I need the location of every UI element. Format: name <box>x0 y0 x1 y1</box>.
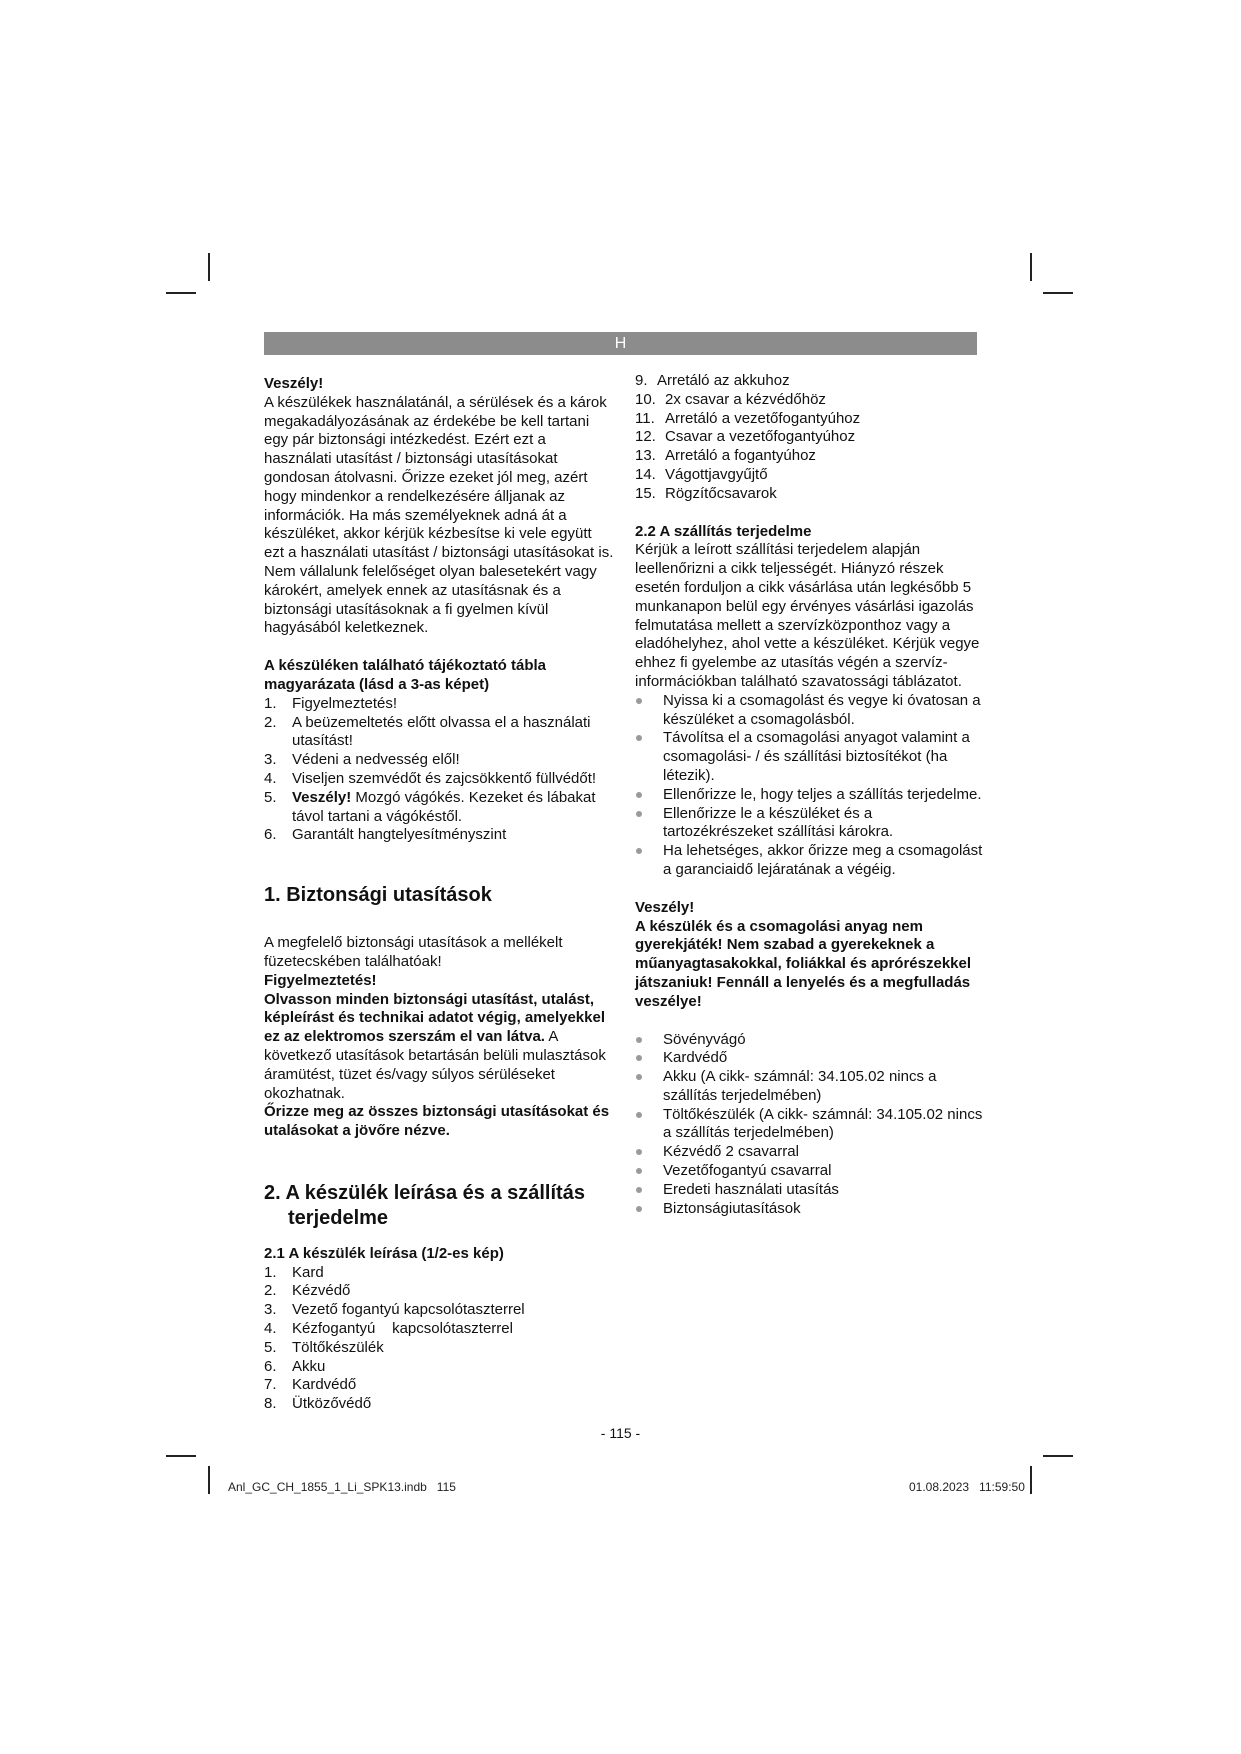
list-item: Kardvédő <box>635 1049 985 1068</box>
sign-title: A készüléken található tájékoztató tábla magyarázata (lásd a 3-as képet) <box>264 657 547 693</box>
subsection-2-2-title: 2.2 A szállítás terjedelme <box>635 522 812 540</box>
list-item: Sövényvágó <box>635 1031 985 1050</box>
list-item: 14. Vágottjavgyűjtő <box>635 465 768 483</box>
crop-mark <box>208 253 210 281</box>
unpacking-steps <box>635 692 985 880</box>
list-item: 15. Rögzítőcsavarok <box>635 484 777 502</box>
list-item: 3. Védeni a nedvesség elől! <box>264 751 460 769</box>
danger-2-title: Veszély! <box>635 898 695 916</box>
list-item: 1. Kard <box>264 1263 324 1281</box>
danger-text: A készülékek használatánál, a sérülések és a károk megakadályozásának az érdekébe be kell tartani egy pár biztonsági intézkedést. Ezért ezt a használati utasítást / biztonsági utasításokat gondosan átolvasni. Őrizze ezeket jól meg, azért hogy mindenkor a rendelkezésére álljanak az információk. Ha más személyeknek adná át a készüléket, akkor kérjük kézbesítse ki vele együtt ezt a használati utasítást / biztonsági utasításokat is. Nem vállalunk felelőséget olyan balesetekért vagy károkért, amelyek ennek az utasításnak és a biztonsági utasításoknak a fi gyelmen kívül hagyásából keletkeznek. <box>264 393 614 637</box>
parts-list-continued <box>635 372 985 504</box>
crop-mark <box>166 292 196 294</box>
parts-list <box>264 1264 614 1414</box>
print-datetime: 01.08.2023 11:59:50 <box>909 1480 1025 1494</box>
list-item: 7. Kardvédő <box>264 1376 357 1394</box>
section-1-keep-note: Őrizze meg az összes biztonsági utasításokat és utalásokat a jövőre nézve. <box>264 1103 610 1140</box>
crop-mark <box>166 1455 196 1457</box>
list-item: 5. Veszély! Mozgó vágókés. Kezeket és lábakat távol tartani a vágókéstől. <box>264 788 596 825</box>
list-item: 6. Garantált hangtelyesítményszint <box>264 826 507 844</box>
language-code: H <box>614 335 627 352</box>
right-column <box>635 372 985 1218</box>
crop-mark <box>1030 253 1032 281</box>
crop-mark <box>1030 1466 1032 1494</box>
sign-list <box>264 695 614 845</box>
list-item: 10. 2x csavar a kézvédőhöz <box>635 390 826 408</box>
list-item: 9. Arretáló az akkuhoz <box>635 372 790 389</box>
list-item: Biztonságiutasítások <box>635 1200 985 1219</box>
section-1-instructions: Olvasson minden biztonsági utasítást, utalást, képleírást és technikai adatot végig, amelyekkel ez az elektromos szerszám el van látva. A következő utasítások betartásán belüli mulasztások áramütést, tüzet és/vagy súlyos sérüléseket okozhatnak. <box>264 990 606 1102</box>
language-header-bar <box>264 332 977 355</box>
subsection-2-2-text: Kérjük a leírott szállítási terjedelem alapján leellenőrizni a cikk teljességét. Hiányzó részek esetén forduljon a cikk vásárlása után legkésőbb 5 munkanapon belül egy érvényes vásárlási igazolás felmutatása mellett a szervízközponthoz vagy a eladóhelyhez, ahol vette a készüléket. Kérjük vegye ehhez fi gyelembe az utasítás végén a szervíz-információkban található szavatossági táblázatot. <box>635 541 980 690</box>
list-item: 3. Vezető fogantyú kapcsolótaszterrel <box>264 1301 525 1319</box>
section-1-warning: Figyelmeztetés! <box>264 971 377 989</box>
list-item: 12. Csavar a vezetőfogantyúhoz <box>635 428 856 446</box>
list-item: Nyissa ki a csomagolást és vegye ki óvatosan a készüléket a csomagolásból. <box>635 692 985 730</box>
crop-mark <box>208 1466 210 1494</box>
list-item: 11. Arretáló a vezetőfogantyúhoz <box>635 409 861 427</box>
list-item: 4. Viseljen szemvédőt és zajcsökkentő füllvédőt! <box>264 769 597 787</box>
list-item: 5. Töltőkészülék <box>264 1338 384 1356</box>
section-1-intro: A megfelelő biztonsági utasítások a mellékelt füzetecskében találhatóak! <box>264 934 563 970</box>
section-1-title: 1. Biztonsági utasítások <box>264 884 492 907</box>
section-2-title-line2: terjedelme <box>288 1206 389 1229</box>
list-item: Eredeti használati utasítás <box>635 1181 985 1200</box>
list-item: Kézvédő 2 csavarral <box>635 1143 985 1162</box>
list-item: 2. A beüzemeltetés előtt olvassa el a használati utasítást! <box>264 713 591 750</box>
list-item: Akku (A cikk- számnál: 34.105.02 nincs a szállítás terjedelmében) <box>635 1068 985 1106</box>
section-2-title-line1: 2. A készülék leírása és a szállítás <box>264 1181 585 1204</box>
list-item: Ellenőrizze le a készüléket és a tartozékrészeket szállítási károkra. <box>635 805 985 843</box>
scope-list <box>635 1031 985 1219</box>
page-number: - 115 - <box>600 1425 641 1441</box>
list-item: 8. Ütközővédő <box>264 1395 372 1413</box>
list-item: Ellenőrizze le, hogy teljes a szállítás terjedelme. <box>635 786 985 805</box>
list-item: 6. Akku <box>264 1357 326 1375</box>
file-name: Anl_GC_CH_1855_1_Li_SPK13.indb 115 <box>228 1480 456 1494</box>
left-column <box>264 375 614 1414</box>
list-item: Töltőkészülék (A cikk- számnál: 34.105.02 nincs a szállítás terjedelmében) <box>635 1106 985 1144</box>
list-item: Ha lehetséges, akkor őrizze meg a csomagolást a garanciaidő lejáratának a végéig. <box>635 842 985 880</box>
danger-title: Veszély! <box>264 375 324 392</box>
list-item: 1. Figyelmeztetés! <box>264 694 398 712</box>
crop-mark <box>1043 1455 1073 1457</box>
list-item: Vezetőfogantyú csavarral <box>635 1162 985 1181</box>
list-item: 13. Arretáló a fogantyúhoz <box>635 447 816 465</box>
subsection-2-1-title: 2.1 A készülék leírása (1/2-es kép) <box>264 1244 504 1262</box>
list-item: 2. Kézvédő <box>264 1282 351 1300</box>
list-item: 4. Kézfogantyú kapcsolótaszterrel <box>264 1320 513 1338</box>
crop-mark <box>1043 292 1073 294</box>
list-item: Távolítsa el a csomagolási anyagot valamint a csomagolási- / és szállítási biztosítékot (ha létezik). <box>635 729 985 785</box>
danger-2-text: A készülék és a csomagolási anyag nem gyerekjáték! Nem szabad a gyerekeknek a műanyagtasakokkal, foliákkal és aprórészekkel játszaniuk! Fennáll a lenyelés és a megfulladás veszélye! <box>635 917 972 1010</box>
